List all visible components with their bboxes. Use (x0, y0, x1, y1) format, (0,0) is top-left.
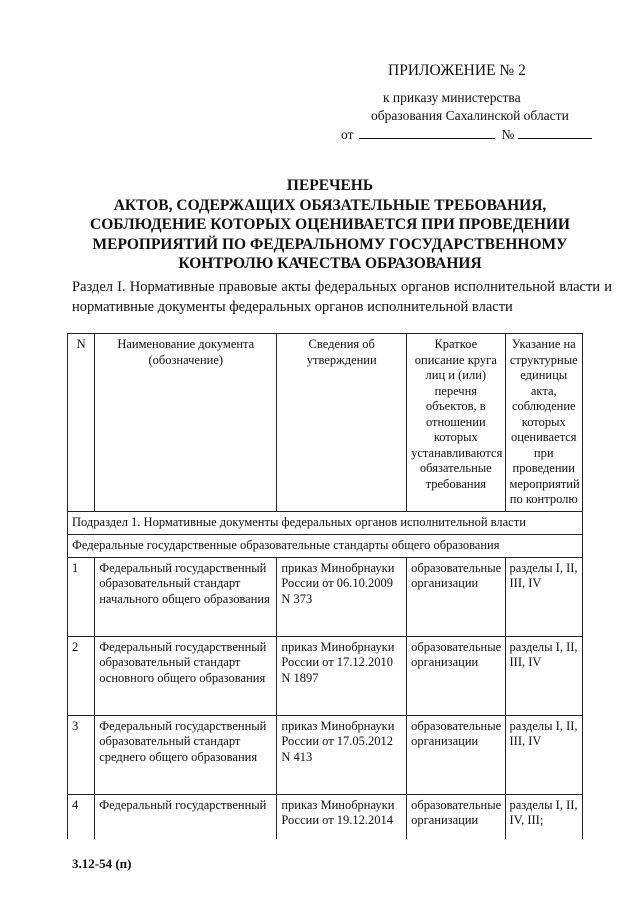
row-approval-info: приказ Минобрнауки России от 17.05.2012 N 413 (277, 715, 407, 794)
group-row (68, 534, 583, 557)
row-subjects: образовательные организации (407, 557, 505, 636)
row-subjects: образовательные организации (407, 715, 505, 794)
list-title (60, 176, 600, 274)
table-row (68, 794, 583, 839)
header-structural-units: Указание на структурные единицы акта, соблюдение которых оценивается при проведении мероприятий по контролю (505, 334, 583, 512)
row-document-name: Федеральный государственный образовательный стандарт начального общего образования (95, 557, 277, 636)
table-row (68, 636, 583, 715)
appendix-title: ПРИЛОЖЕНИЕ № 2 (388, 62, 526, 79)
header-document-name: Наименование документа (обозначение) (95, 334, 277, 512)
row-structural-units: разделы I, II, III, IV (505, 557, 583, 636)
date-number-line (341, 126, 592, 143)
title-line: КОНТРОЛЮ КАЧЕСТВА ОБРАЗОВАНИЯ (178, 255, 482, 272)
section-heading: Раздел I. Нормативные правовые акты федеральных органов исполнительной власти и нормативные документы федеральных органов исполнительной власти (72, 279, 612, 315)
ministry-name-line: образования Сахалинской области (371, 108, 569, 123)
document-code: 3.12-54 (п) (72, 856, 132, 871)
row-approval-info: приказ Минобрнауки России от 19.12.2014 (277, 794, 407, 839)
table-header-row (68, 334, 583, 512)
row-approval-info: приказ Минобрнауки России от 06.10.2009 N 373 (277, 557, 407, 636)
order-reference-line: к приказу министерства (383, 90, 521, 105)
title-line: МЕРОПРИЯТИЙ ПО ФЕДЕРАЛЬНОМУ ГОСУДАРСТВЕННОМУ (92, 235, 568, 253)
row-subjects: образовательные организации (407, 794, 505, 839)
row-subjects: образовательные организации (407, 636, 505, 715)
row-document-name: Федеральный государственный образовательный стандарт основного общего образования (95, 636, 277, 715)
row-number: 1 (68, 557, 95, 636)
number-blank (518, 126, 592, 139)
row-number: 2 (68, 636, 95, 715)
acts-table (67, 333, 583, 839)
header-subjects: Краткое описание круга лиц и (или) перечня объектов, в отношении которых устанавливаются обязательные требования (407, 334, 505, 512)
subsection-row (68, 511, 583, 534)
table-row (68, 715, 583, 794)
row-document-name: Федеральный государственный (95, 794, 277, 839)
table-row (68, 557, 583, 636)
row-approval-info: приказ Минобрнауки России от 17.12.2010 N 1897 (277, 636, 407, 715)
header-approval-info: Сведения об утверждении (277, 334, 407, 512)
title-line: ПЕРЕЧЕНЬ (286, 177, 374, 194)
row-document-name: Федеральный государственный образовательный стандарт среднего общего образования (95, 715, 277, 794)
from-label: от (341, 127, 354, 142)
row-number: 4 (68, 794, 95, 839)
subsection-title: Подраздел 1. Нормативные документы федеральных органов исполнительной власти (68, 511, 583, 534)
row-structural-units: разделы I, II, III, IV (505, 636, 583, 715)
document-header (0, 0, 640, 160)
group-title: Федеральные государственные образовательные стандарты общего образования (68, 534, 583, 557)
row-structural-units: разделы I, II, III, IV (505, 715, 583, 794)
title-line: АКТОВ, СОДЕРЖАЩИХ ОБЯЗАТЕЛЬНЫЕ ТРЕБОВАНИЯ, (113, 196, 547, 214)
title-line: СОБЛЮДЕНИЕ КОТОРЫХ ОЦЕНИВАЕТСЯ ПРИ ПРОВЕДЕНИИ (90, 216, 570, 233)
date-blank (359, 126, 495, 139)
row-number: 3 (68, 715, 95, 794)
header-number: N (68, 334, 95, 512)
row-structural-units: разделы I, II, IV, III; (505, 794, 583, 839)
number-label: № (501, 127, 515, 142)
